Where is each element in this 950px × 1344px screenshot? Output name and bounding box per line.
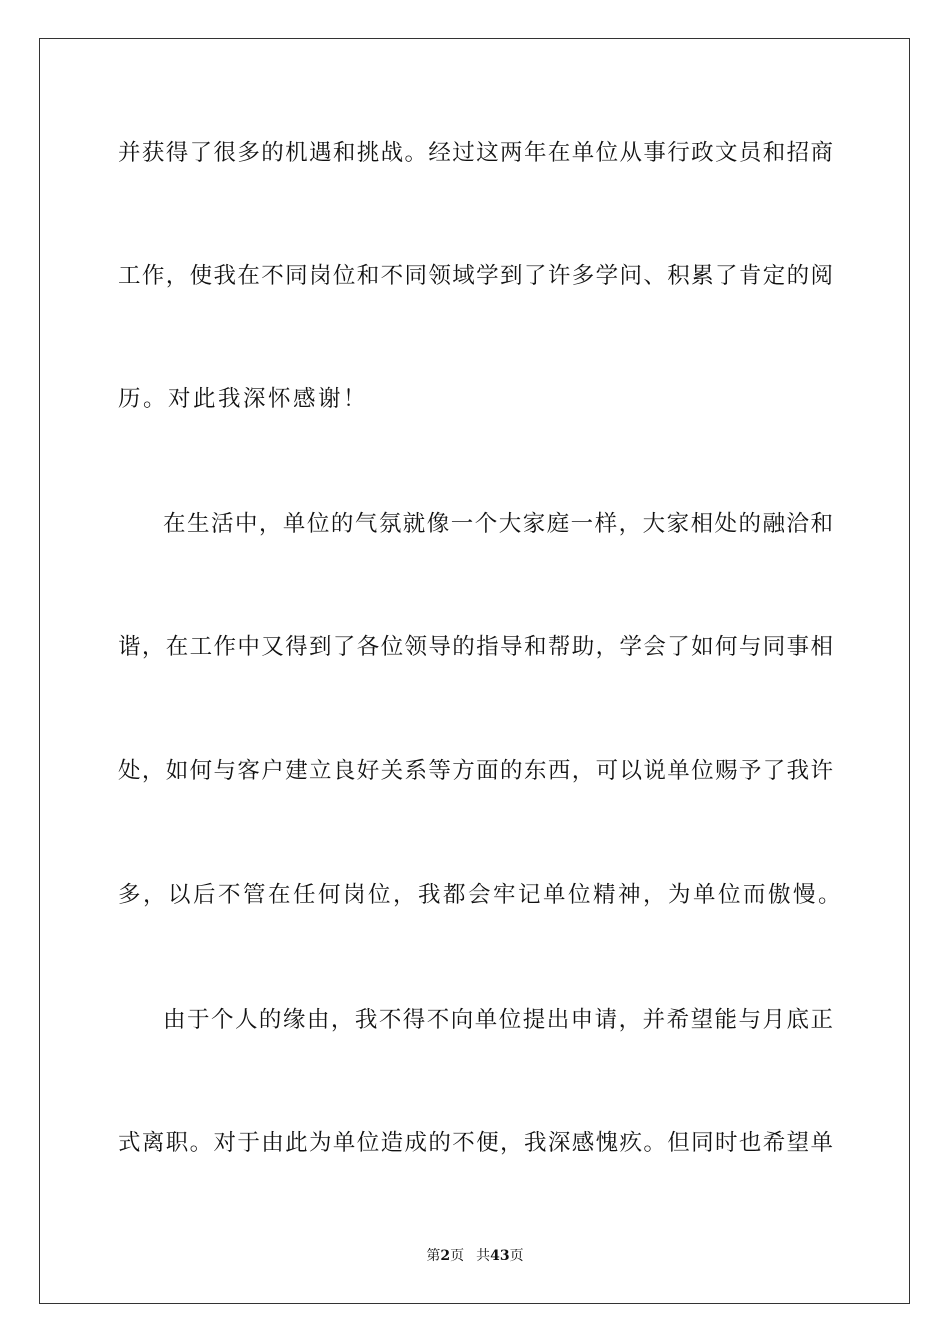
paragraph-first-line: 由于个人的缘由，我不得不向单位提出申请，并希望能与月底正: [163, 1007, 833, 1033]
text-line: 并获得了很多的机遇和挑战。经过这两年在单位从事行政文员和招商: [118, 140, 833, 166]
page-prefix: 第: [426, 1248, 441, 1264]
total-prefix: 共: [476, 1248, 491, 1264]
page-suffix: 页: [450, 1248, 465, 1264]
text-line: 处，如何与客户建立良好关系等方面的东西，可以说单位赐予了我许: [118, 758, 833, 784]
text-line: 式离职。对于由此为单位造成的不便，我深感愧疚。但同时也希望单: [118, 1130, 833, 1156]
text-line: 历。对此我深怀感谢！: [118, 386, 369, 412]
total-suffix: 页: [509, 1248, 524, 1264]
text-line: 工作，使我在不同岗位和不同领域学到了许多学问、积累了肯定的阅: [118, 263, 833, 289]
text-line: 谐，在工作中又得到了各位领导的指导和帮助，学会了如何与同事相: [118, 634, 833, 660]
page-frame: [39, 38, 910, 1304]
total-pages: 43: [490, 1248, 510, 1264]
page-footer: [0, 1247, 950, 1265]
page-number: 2: [440, 1248, 451, 1264]
text-line: 多，以后不管在任何岗位，我都会牢记单位精神，为单位而傲慢。: [118, 882, 844, 908]
paragraph-first-line: 在生活中，单位的气氛就像一个大家庭一样，大家相处的融洽和: [163, 511, 833, 537]
